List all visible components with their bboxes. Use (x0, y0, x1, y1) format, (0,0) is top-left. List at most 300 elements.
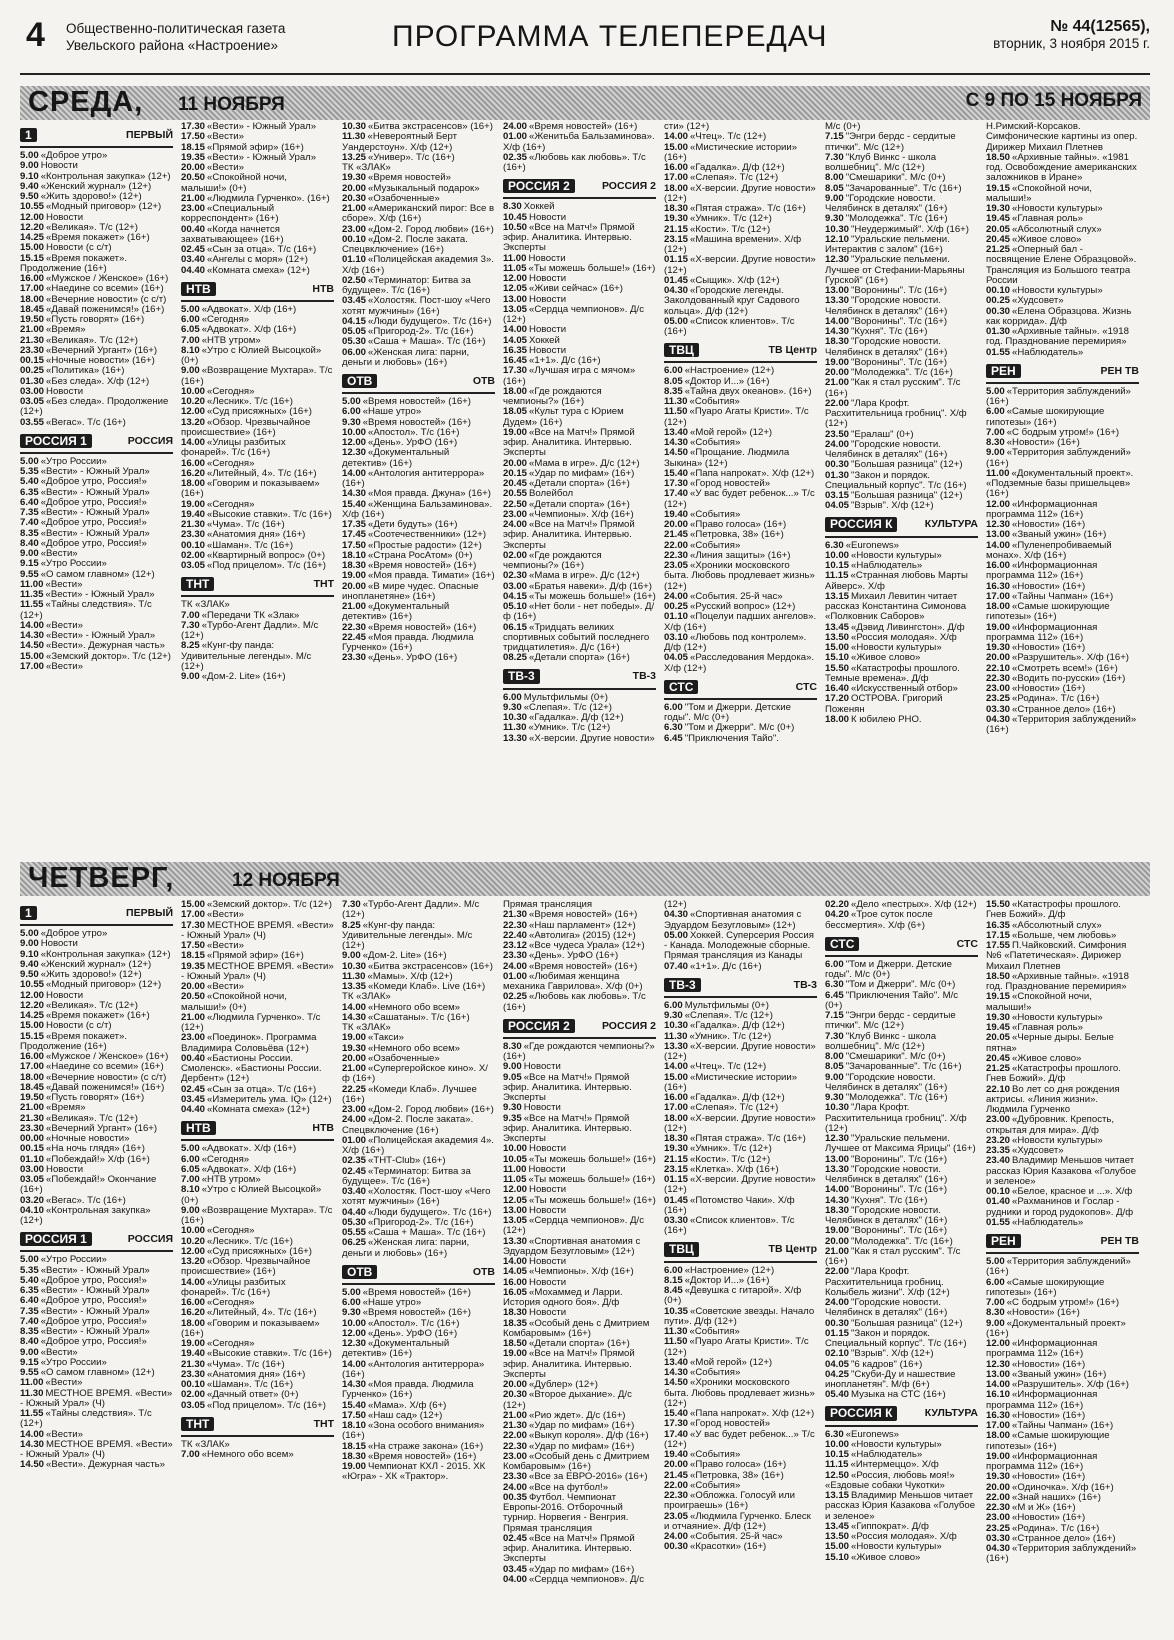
program-time: 17.40 (664, 488, 689, 500)
program-title: «Сегодня» (201, 314, 250, 325)
program-time: 20.05 (986, 1032, 1011, 1044)
program-time: 00.25 (986, 295, 1011, 307)
channel-logo: РОССИЯ 2 (503, 1019, 575, 1033)
program-time: 03.40 (342, 1186, 367, 1197)
program-title: «Немного обо всем» (201, 1449, 294, 1460)
program-title: «Контрольная закупка» (12+) (20, 1204, 151, 1226)
program-title: «Настроение» (12+) (684, 1264, 775, 1276)
program-time: 05.10 (503, 601, 528, 612)
program-title: "Том и Джерри". М/с (0+) (845, 979, 956, 991)
program-entry (825, 440, 978, 461)
program-time: 23.00 (503, 508, 528, 520)
program-entry (825, 960, 978, 981)
program-entry (181, 204, 334, 225)
program-time: 03.55 (20, 416, 45, 428)
program-time: 10.35 (664, 1305, 689, 1317)
program-time: 12.00 (342, 1327, 367, 1339)
program-time: 19.30 (986, 1471, 1011, 1483)
program-title: «Холостяк. Пост-шоу «Чего хотят мужчины» (16+) (342, 295, 491, 317)
program-time: 21.30 (20, 334, 45, 346)
program-title: «Второе дыхание». Д/с (12+) (503, 1389, 632, 1411)
program-time: 20.00 (181, 981, 206, 992)
program-time: 12.00 (20, 989, 45, 1001)
program-time: 10.30 (503, 712, 528, 723)
program-time: 5.00 (342, 396, 361, 407)
program-time: 04.10 (20, 1204, 45, 1216)
program-time: 02.45 (181, 1083, 206, 1095)
program-title: «Сегодня» (201, 1153, 250, 1165)
program-title: «События. 25-й час» (690, 1531, 783, 1542)
channel-logo: РЕН (986, 364, 1021, 378)
program-time: 16.05 (503, 1286, 528, 1298)
program-title: «Сын за отца». Т/с (16+) (207, 1083, 317, 1095)
program-time: 22.30 (503, 1440, 528, 1452)
program-time: 9.30 (342, 416, 361, 428)
program-time: 16.30 (986, 580, 1011, 592)
program-title: «Удар по мифам» (16+) (529, 1440, 635, 1452)
program-title: «Все на Матч!» Прямой эфир. Аналитика. Интервью. Эксперты (503, 519, 635, 551)
program-entry (503, 653, 656, 663)
channel-logo: ТНТ (181, 1417, 214, 1431)
program-entry (181, 1013, 334, 1034)
program-title: «Наблюдатель» (1012, 346, 1084, 358)
program-title: «М и Ж» (16+) (1012, 1502, 1076, 1513)
program-time: 05.30 (342, 1216, 367, 1228)
program-entry (503, 1042, 656, 1063)
program-time: 12.20 (20, 221, 45, 233)
program-title: «Информационная программа 112» (16+) (986, 1338, 1098, 1360)
program-title: «Моя правда. Людмила Гурченко» (16+) (342, 631, 474, 653)
program-title: «Время новостей» (16+) (529, 909, 638, 921)
program-entry (342, 1462, 495, 1483)
program-title: «Доброе утро, Россия!» (40, 476, 147, 488)
program-title: «Моя правда. Людмила Гурченко» (16+) (342, 1379, 474, 1401)
program-time: 6.00 (503, 691, 522, 703)
program-entry (342, 500, 495, 521)
program-time: 01.00 (503, 131, 528, 143)
program-entry (664, 317, 817, 338)
program-time: 15.00 (20, 1020, 45, 1032)
channel-header (20, 1228, 173, 1252)
program-title: «Слепая». Т/с (12+) (690, 172, 779, 184)
program-time: 7.00 (986, 1297, 1005, 1308)
program-time: 04.40 (342, 1206, 367, 1218)
program-title: «Любовь под контролем». Д/ф (12+) (664, 631, 807, 653)
program-time: 14.00 (664, 1061, 689, 1073)
program-title: «Давай поженимся!» (16+) (46, 303, 165, 315)
program-entry (503, 202, 656, 212)
program-time: 14.30 (20, 630, 45, 641)
program-time: 03.00 (20, 385, 45, 397)
program-entry (664, 962, 817, 972)
program-title: «Время» (46, 324, 86, 336)
program-entry (342, 204, 495, 225)
program-title: «Доброе утро» (40, 928, 108, 939)
program-entry (342, 1360, 495, 1381)
program-title: «Новости» (16+) (1006, 1307, 1080, 1319)
program-title: «Вести» - Южный Урал» (40, 1326, 150, 1337)
program-title: "Молодежка". Т/с (16+) (845, 1092, 948, 1103)
program-title: «Новости» (16+) (1006, 437, 1080, 448)
day-banner (20, 862, 1150, 896)
program-entry (181, 561, 334, 571)
program-time: 13.30 (825, 295, 850, 307)
program-title: «Антология антитеррора» (16+) (342, 1358, 485, 1380)
program-time: 13.50 (825, 631, 850, 643)
program-entry (20, 1175, 173, 1196)
program-time: 6.00 (664, 701, 683, 713)
program-entry (503, 428, 656, 459)
program-title: «Абсолютный слух» (1012, 919, 1102, 931)
listing-column (825, 122, 978, 820)
program-time: 17.30 (181, 919, 206, 931)
program-time: 17.50 (342, 539, 367, 551)
program-title: «Побеждай!» Окончание (16+) (20, 1174, 157, 1196)
program-title: «Водить по-русски» (16+) (1012, 672, 1126, 684)
program-time: 14.00 (503, 1256, 528, 1267)
program-time: 12.30 (342, 447, 367, 459)
channel-name: ТВ Центр (768, 344, 817, 357)
program-time: 9.00 (181, 365, 200, 377)
program-time: 20.00 (342, 182, 367, 194)
program-title: М/с (0+) (825, 122, 861, 132)
program-time: 19.50 (20, 314, 45, 325)
program-time: 16.00 (986, 560, 1011, 571)
program-time: 04.40 (181, 264, 206, 276)
program-time: 5.00 (986, 1256, 1005, 1267)
program-title: «Странная любовь Марты Айверс». Х/ф (825, 570, 968, 592)
program-title: «Рахманинов и Гослар - рудники и город рудокопов». Д/ф (986, 1196, 1134, 1218)
program-title: «Катастрофы прошлого. Гнев Божий». Д/ф (986, 1063, 1121, 1085)
program-time: 8.30 (986, 437, 1005, 448)
program-time: 00.00 (20, 1133, 45, 1144)
program-entry (664, 1512, 817, 1533)
program-title: «Чтец». Т/с (12+) (690, 1061, 767, 1073)
program-title: «На ночь глядя» (16+) (46, 1143, 145, 1155)
program-time: 19.00 (503, 426, 528, 438)
program-entry (986, 561, 1139, 582)
program-title: «У вас будет ребенок...» Т/с (12+) (664, 488, 815, 510)
program-time: 23.00 (986, 683, 1011, 694)
program-time: 19.35 (181, 151, 206, 163)
channel-name: РЕН ТВ (1100, 364, 1139, 377)
program-title: Владимир Меньшов читает рассказ Юрия Казакова «Голубое и зеленое» (825, 1490, 976, 1522)
program-time: 9.00 (825, 192, 844, 204)
program-time: 18.30 (825, 1204, 850, 1216)
program-title: Н.Римский-Корсаков. Симфонические картины из опер. Дирижер Михаил Плетнев (986, 122, 1138, 153)
program-time: 04.30 (664, 285, 689, 296)
program-time: 5.00 (986, 385, 1005, 397)
program-time: 23.00 (181, 203, 206, 214)
program-time: 13.30 (825, 1163, 850, 1175)
program-title: «Вести» - Южный Урал» (207, 151, 317, 163)
program-time: 9.30 (503, 701, 522, 713)
program-title: "Городские новости. Челябинск в деталях" (16+) (825, 1163, 948, 1185)
program-title: «Сашатаны». Т/с (16+) (368, 1011, 470, 1023)
program-time: 01.45 (664, 274, 689, 286)
program-title: «Кунг-фу панда: Удивительные легенды». М/с (12+) (342, 919, 473, 951)
program-entry (20, 980, 173, 990)
program-title: «Любимая женщина механика Гаврилова». Х/ф (0+) (503, 970, 643, 992)
program-title: Новости (с с/т) (46, 1020, 112, 1032)
program-title: "Клуб Винкс - школа волшебниц". М/с (12+) (825, 151, 937, 173)
program-time: 03.20 (20, 1194, 45, 1206)
program-time: 16.00 (181, 1297, 206, 1308)
program-title: МЕСТНОЕ ВРЕМЯ. «Вести» - Южный Урал» (Ч) (20, 1438, 173, 1460)
program-time: 17.15 (986, 929, 1011, 941)
program-title: «События. 25-й час» (690, 590, 783, 602)
program-entry (503, 366, 656, 387)
program-entry (503, 1114, 656, 1145)
program-title: «Спортивная анатомия с Эдуардом Безугловым» (12+) (503, 1235, 641, 1257)
program-title: «Людмила Гурченко». (16+) (207, 192, 330, 204)
program-title: «Возвращение Мухтара». Т/с (16+) (181, 365, 333, 387)
program-title: «Тайны Чапман» (16+) (1012, 590, 1114, 602)
program-time: 04.25 (825, 1368, 850, 1380)
program-time: 20.00 (664, 1459, 689, 1471)
program-time: 11.00 (503, 1163, 527, 1175)
channel-logo: ТВЦ (664, 1242, 699, 1256)
program-entry (664, 653, 817, 674)
program-title: «Время новостей» (16+) (368, 1450, 477, 1462)
program-title: «Все на Матч!» Прямой эфир. Аналитика. Интервью. Эксперты (503, 1071, 632, 1103)
program-time: 9.30 (825, 213, 844, 225)
program-entry (825, 501, 978, 511)
program-title: "Смешарики". М/с (0+) (845, 1051, 946, 1062)
program-time: 10.55 (20, 979, 45, 991)
program-time: 03.45 (181, 1093, 206, 1105)
program-title: «Доктор И...» (16+) (684, 1274, 770, 1286)
program-time: 15.00 (20, 242, 45, 254)
channel-header (986, 360, 1139, 384)
program-title: «Моя правда. Тимати» (16+) (368, 570, 495, 582)
program-time: 13.45 (825, 621, 850, 633)
channel-logo: РЕН (986, 1234, 1021, 1248)
program-time: 7.40 (20, 1315, 39, 1327)
program-time: 16.00 (503, 1276, 528, 1288)
program-title: «X-версии. Другие новости» (12+) (664, 254, 816, 276)
program-entry (986, 1339, 1139, 1360)
program-title: "Воронины". Т/с (16+) (851, 1225, 948, 1237)
program-time: 02.45 (342, 1165, 367, 1177)
program-time: 20.45 (986, 233, 1011, 245)
program-time: 8.30 (503, 201, 522, 213)
program-entry (20, 254, 173, 275)
program-time: 12.30 (342, 1338, 367, 1349)
program-title: «Наблюдатель» (1012, 1216, 1084, 1228)
program-time: 19.00 (503, 1348, 528, 1360)
day-date: 11 НОЯБРЯ (178, 94, 285, 115)
program-entry (664, 255, 817, 276)
program-time: 9.30 (342, 1307, 361, 1319)
program-entry (825, 715, 978, 725)
program-time: 21.45 (664, 529, 689, 541)
program-time: 8.05 (664, 375, 683, 387)
program-title: «Новости» (16+) (1012, 580, 1086, 592)
program-title: «Комеди Клаб». Live (16+) (368, 981, 486, 992)
program-entry (181, 992, 334, 1013)
program-entry (503, 407, 656, 428)
listing-column (664, 900, 817, 1628)
program-title: «Петровка, 38» (16+) (690, 1469, 784, 1481)
program-time: 14.30 (342, 1011, 367, 1023)
program-entry (20, 1440, 173, 1461)
program-entry (342, 255, 495, 276)
program-title: "Как я стал русским". Т/с (16+) (825, 1245, 961, 1267)
program-title: "Том и Джерри. Детские годы". М/с (0+) (664, 701, 791, 723)
program-entry (181, 641, 334, 672)
program-title: «Комната смеха» (12+) (207, 1104, 310, 1115)
program-time: 10.20 (181, 1235, 206, 1247)
program-time: 23.40 (986, 1155, 1011, 1167)
program-title: «Супергеройское кино». Х/ф (16+) (342, 1063, 488, 1085)
program-time: 05.00 (664, 315, 689, 327)
program-time: 12.10 (825, 233, 850, 245)
program-title: "Зачарованные". Т/с (16+) (845, 182, 962, 194)
program-time: 01.00 (503, 970, 528, 982)
program-entry (664, 1216, 817, 1237)
program-title: «Новости культуры» (851, 1541, 942, 1553)
program-title: «Все на Матч!» Прямой эфир. Аналитика. Интервью. Эксперты (503, 1348, 635, 1380)
program-time: 24.00 (825, 438, 850, 450)
program-title: "6 кадров" (16+) (851, 1358, 923, 1370)
program-title: «Новости» (16+) (1012, 1471, 1086, 1483)
program-title: «Без следа». Продолжение (12+) (20, 396, 169, 418)
program-time: 13.40 (664, 426, 689, 438)
program-title: «Гадалка». Д/ф (12+) (529, 712, 624, 723)
program-time: 6.05 (181, 1163, 200, 1175)
program-title: «НТВ утром» (201, 1174, 261, 1185)
program-title: «Euronews» (845, 539, 900, 551)
program-entry (503, 1575, 656, 1585)
channel-name: КУЛЬТУРА (924, 1407, 978, 1420)
program-title: «Спортивная анатомия с Эдуардом Безугловым» (12+) (664, 909, 802, 931)
program-title: «Женщина Бальзаминова». Х/ф (16+) (342, 498, 493, 520)
program-title: «Слепая». Т/с (12+) (690, 1102, 779, 1114)
program-title: «Все на Матч!» Прямой эфир. Аналитика. Интервью. Эксперты (503, 1112, 632, 1144)
program-time: 02.35 (342, 1155, 367, 1167)
program-title: «Дачный ответ» (0+) (207, 1389, 299, 1401)
program-time: 21.00 (825, 377, 850, 389)
program-time: 22.30 (664, 549, 689, 561)
program-title: «Время покажет». Продолжение (16+) (20, 1030, 127, 1052)
program-title: «Утро России» (40, 455, 107, 467)
program-entry (986, 1390, 1139, 1411)
program-title: «Великая». Т/с (12+) (46, 221, 138, 233)
program-title: Футбол. Чемпионат Европы-2016. Отборочный турнир. Норвегия - Венгрия. Прямая трансляция (503, 1491, 629, 1534)
program-time: 20.50 (181, 991, 206, 1003)
program-title: «Простые радости» (12+) (368, 539, 482, 551)
program-time: 02.00 (181, 549, 206, 561)
program-time: 19.00 (825, 356, 850, 368)
channel-header (503, 1015, 656, 1039)
program-time: 22.45 (342, 631, 367, 643)
channel-logo: 1 (20, 128, 37, 142)
program-title: «Особый день с Дмитрием Комбаровым» (16+) (503, 1317, 650, 1339)
program-time: 8.30 (503, 1040, 522, 1052)
program-title: «Где рождаются чемпионы?» (16+) (503, 1040, 655, 1062)
program-title: «Странное дело» (16+) (1012, 1532, 1116, 1544)
program-title: "Кухня". Т/с (16+) (851, 1194, 928, 1206)
program-time: 17.30 (664, 1418, 689, 1430)
channel-logo: НТВ (181, 282, 216, 296)
program-title: «Живи сейчас» (16+) (529, 283, 623, 295)
program-entry (20, 202, 173, 212)
program-title: «Люди будущего». Т/с (16+) (368, 315, 492, 327)
program-time: 20.30 (342, 192, 367, 204)
program-time: 23.15 (664, 1163, 689, 1175)
program-time: 14.05 (503, 334, 528, 346)
program-title: «Дом-2. После заката. Спецвключение» (16+) (342, 233, 468, 255)
program-entry (503, 305, 656, 326)
program-time: 21.25 (986, 1063, 1011, 1074)
program-title: «Слепая». Т/с (12+) (523, 701, 612, 713)
program-time: 11.50 (664, 1336, 688, 1348)
program-title: Новости (528, 252, 566, 264)
program-title: «Ты можешь больше!» (16+) (528, 1174, 656, 1185)
program-time: 17.00 (664, 1102, 689, 1114)
program-entry (342, 921, 495, 952)
channel-name: ПЕРВЫЙ (126, 906, 173, 919)
channel-name: СТС (956, 937, 978, 950)
program-title: «Жить здорово!» (12+) (40, 191, 142, 202)
program-time: 5.35 (20, 466, 39, 477)
program-time: 22.10 (986, 662, 1011, 674)
program-entry (664, 530, 817, 540)
program-title: «Наше утро» (362, 1297, 422, 1308)
program-title: «Худсовет» (1012, 295, 1064, 307)
program-time: 6.00 (181, 314, 200, 325)
program-title: «Доброе утро» (40, 150, 108, 161)
program-entry (664, 561, 817, 592)
program-title: «Турбо-Агент Дадли». М/с (12+) (181, 619, 319, 641)
program-title: «Апостол». Т/с (16+) (368, 1317, 460, 1329)
program-time: 12.30 (986, 519, 1011, 530)
program-title: «Вести» (40, 548, 78, 559)
program-time: 9.35 (503, 1112, 522, 1124)
program-time: 11.00 (503, 252, 527, 264)
program-time: 01.30 (825, 469, 850, 481)
program-title: «Женитьба Бальзаминова». Х/ф (16+) (503, 131, 655, 153)
program-title: Новости (40, 938, 78, 950)
channel-header (20, 902, 173, 926)
listing-column (664, 122, 817, 820)
program-title: «Людмила Гурченко. Блеск и отчаяние». Д/ф (12+) (664, 1510, 811, 1532)
program-time: 23.00 (503, 1450, 528, 1462)
program-time: 16.00 (20, 273, 45, 284)
program-title: "Воронины". Т/с (16+) (851, 1153, 948, 1165)
program-time: 01.10 (664, 611, 689, 623)
program-time: 12.20 (20, 999, 45, 1011)
program-entry (825, 592, 978, 623)
program-title: «Люди будущего». Т/с (16+) (368, 1206, 492, 1218)
program-title: «Время новостей» (16+) (362, 396, 471, 407)
program-time: 14.50 (664, 1377, 689, 1389)
program-time: 23.15 (664, 233, 689, 245)
program-entry (503, 1237, 656, 1258)
program-title: «Мой герой» (12+) (690, 426, 773, 438)
program-time: 10.30 (342, 960, 367, 972)
program-title: «Советские звезды. Начало пути». Д/ф (12+) (664, 1305, 815, 1327)
program-time: 9.00 (986, 447, 1005, 459)
program-title: «Когда начнется захватывающее» (16+) (181, 223, 284, 245)
program-time: 8.45 (664, 1285, 683, 1296)
program-title: «Архивные тайны». «1918 год. Празднование перемирия» (986, 970, 1129, 992)
channel-name: РОССИЯ (127, 1233, 173, 1246)
program-title: «Страна РосАтом» (0+) (368, 549, 473, 561)
program-title: «Наблюдатель» (851, 1449, 923, 1460)
program-entry (825, 910, 978, 931)
